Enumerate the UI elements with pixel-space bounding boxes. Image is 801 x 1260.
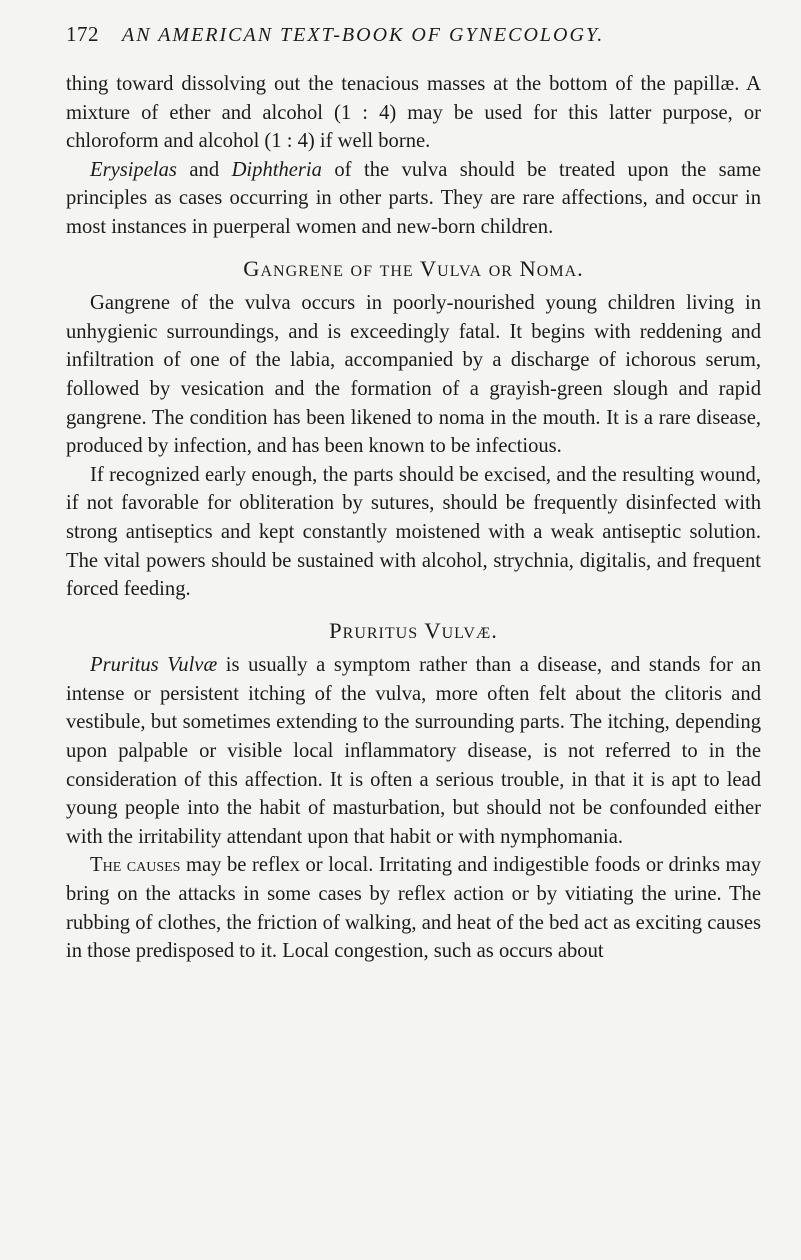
paragraph-continuation: thing toward dissolving out the tenacious masses at the bottom of the papillæ. A mixture of ether and alcohol (1 : 4) may be used for this latter purpose, or chloroform and alcohol (1 : 4) if well borne. xyxy=(66,73,761,153)
term-diphtheria: Diphtheria xyxy=(231,158,322,181)
section-heading-pruritus: Pruritus Vulvæ. xyxy=(329,617,498,643)
paragraph-gangrene: Gangrene of the vulva occurs in poorly-nourished young children living in unhygienic surroundings, and is exceedingly fatal. It begins with reddening and infiltration of one of the labia, accompanied by a discharge of ichorous serum, followed by vesication and the formation of a grayish-green slough and rapid gangrene. The condition has been likened to noma in the mouth. It is a rare disease, produced by infection, and has been known to be infectious. xyxy=(66,292,761,458)
paragraph-text: may be reflex or local. Irritating and indigestible foods or drinks may bring on the attacks in some cases by reflex action or by vitiating the urine. The rubbing of clothes, the friction of walking, and heat of the bed act as exciting causes in those predisposed to it. Local congestion, such as occurs about xyxy=(66,854,761,963)
running-title: AN AMERICAN TEXT-BOOK OF GYNECOLOGY. xyxy=(122,24,605,46)
paragraph-text: is usually a symptom rather than a disease, and stands for an intense or persistent itching of the vulva, more often felt about the clitoris and vestibule, but sometimes extending to the surrounding parts. The itching, depending upon palpable or visible local inflammatory disease, is not referred to in the consideration of this affection. It is often a serious trouble, in that it is apt to lead young people into the habit of masturbation, but should not be confounded either with the irritability attendant upon that habit or with nymphomania. xyxy=(66,654,761,848)
term-causes: The causes xyxy=(90,854,181,877)
page-number: 172 xyxy=(66,22,99,46)
term-pruritus-vulvae: Pruritus Vulvæ xyxy=(90,654,218,677)
paragraph-text: of the vulva should be treated upon the same principles as cases occurring in other parts. They are rare affections, and occur in most instances in puerperal women and new-born children. xyxy=(66,158,761,238)
paragraph-text: and xyxy=(176,158,232,181)
paragraph-treatment: If recognized early enough, the parts should be excised, and the resulting wound, if not favorable for obliteration by sutures, should be frequently disinfected with strong antiseptics and kept constantly moistened with a weak antiseptic solution. The vital powers should be sustained with alcohol, strychnia, digitalis, and frequent forced feeding. xyxy=(66,463,761,601)
running-head xyxy=(66,22,761,60)
paragraph-pruritus xyxy=(66,651,761,851)
paragraph-erysipelas xyxy=(66,156,761,242)
page-body xyxy=(66,70,761,966)
paragraph-causes xyxy=(66,851,761,965)
section-heading-gangrene: Gangrene of the Vulva or Noma. xyxy=(243,255,584,281)
term-erysipelas: Erysipelas xyxy=(90,158,177,181)
